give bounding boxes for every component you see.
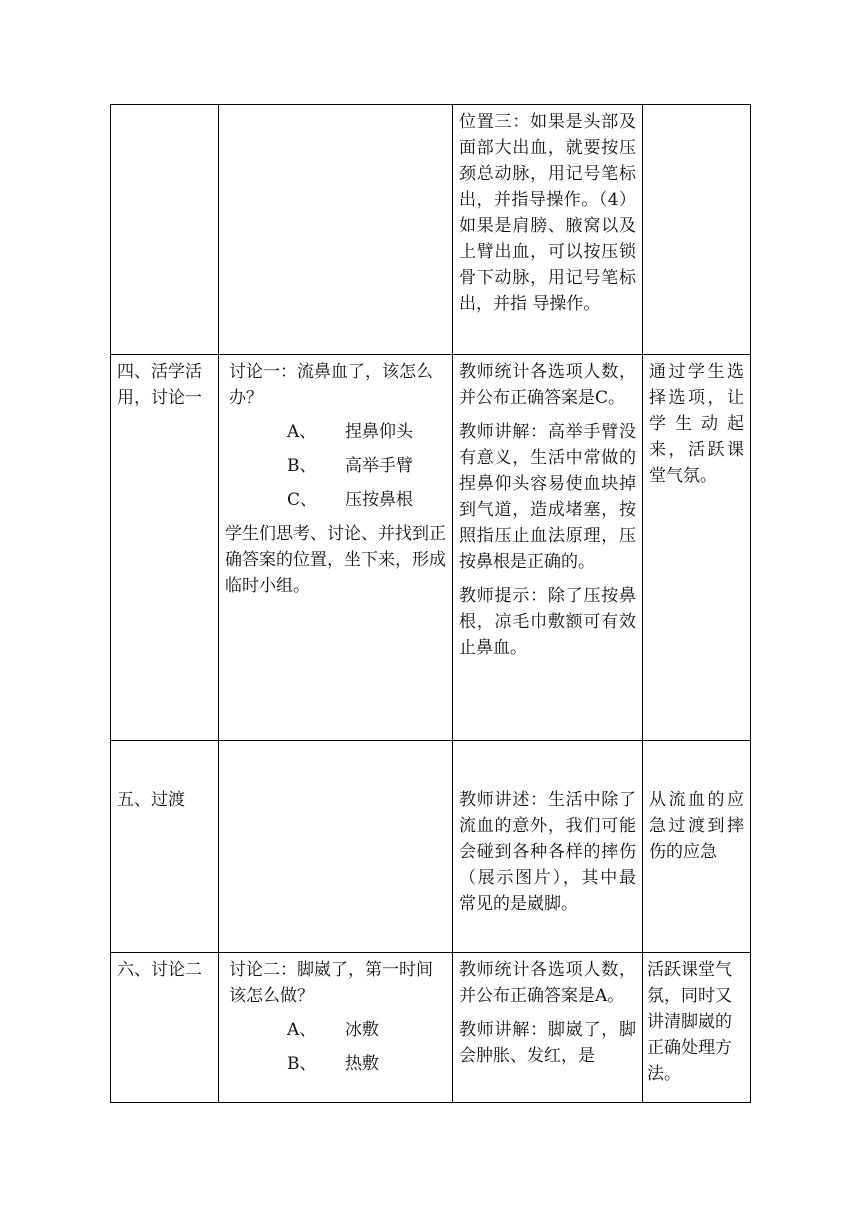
stage-cell: 五、过渡: [111, 741, 219, 953]
table-row: [111, 355, 751, 741]
option-c: [225, 487, 446, 513]
option-letter: A、: [287, 422, 317, 442]
option-text: 热敷: [345, 1054, 379, 1074]
option-text: 高举手臂: [345, 456, 413, 476]
stage-cell: 四、活学活用，讨论一: [111, 355, 219, 741]
teacher-activity-cell: [453, 355, 643, 741]
option-letter: B、: [287, 456, 317, 476]
student-activity-cell: [219, 953, 453, 1103]
option-letter: C、: [287, 490, 318, 510]
table-row: [111, 741, 751, 953]
student-activity-cell: [219, 105, 453, 355]
discussion-question: 讨论二：脚崴了，第一时间该怎么做？: [229, 960, 433, 1006]
teacher-text: 教师讲解：脚崴了，脚会肿胀、发红，是: [459, 1020, 636, 1066]
teacher-text: 教师提示：除了压按鼻根，凉毛巾敷额可有效止鼻血。: [459, 586, 636, 658]
option-a: [225, 419, 446, 445]
intent-cell: 活跃课堂气氛，同时又讲清脚崴的正确处理方法。: [643, 953, 751, 1103]
teacher-activity-cell: [453, 105, 643, 355]
option-b: [225, 453, 446, 479]
lesson-plan-table: [110, 104, 751, 1103]
teacher-text: 教师讲述：生活中除了流血的意外，我们可能会碰到各种各样的摔伤（展示图片），其中最常见的是崴脚。: [459, 790, 636, 914]
option-a: [225, 1017, 446, 1043]
teacher-text: 教师统计各选项人数，并公布正确答案是C。: [459, 362, 636, 408]
student-activity-cell: [219, 741, 453, 953]
option-b: [225, 1051, 446, 1077]
student-activity-cell: [219, 355, 453, 741]
option-text: 冰敷: [345, 1020, 379, 1040]
teacher-activity-cell: [453, 741, 643, 953]
intent-cell: 通过学生选择选项，让学生动起来，活跃课堂气氛。: [643, 355, 751, 741]
table-row: [111, 105, 751, 355]
stage-cell: [111, 105, 219, 355]
teacher-activity-cell: [453, 953, 643, 1103]
teacher-text: 教师统计各选项人数，并公布正确答案是A。: [459, 960, 636, 1006]
option-letter: B、: [287, 1054, 317, 1074]
stage-cell: 六、讨论二: [111, 953, 219, 1103]
discussion-question: 讨论一：流鼻血了，该怎么办？: [229, 362, 433, 408]
intent-cell: 从流血的应急过渡到摔伤的应急: [643, 741, 751, 953]
table-row: [111, 953, 751, 1103]
option-text: 捏鼻仰头: [345, 422, 413, 442]
teacher-text: 教师讲解：高举手臂没有意义，生活中常做的捏鼻仰头容易使血块掉到气道，造成堵塞，按照指压止血法原理，压按鼻根是正确的。: [459, 422, 636, 572]
option-text: 压按鼻根: [345, 490, 413, 510]
teacher-text: 位置三：如果是头部及面部大出血，就要按压颈总动脉，用记号笔标出，并指导操作。（4）如果是肩膀、腋窝以及上臂出血，可以按压锁骨下动脉，用记号笔标出，并指 导操作。: [459, 112, 636, 314]
option-letter: A、: [287, 1020, 317, 1040]
intent-cell: [643, 105, 751, 355]
student-activity-text: 学生们思考、讨论、并找到正确答案的位置，坐下来，形成临时小组。: [225, 524, 446, 596]
